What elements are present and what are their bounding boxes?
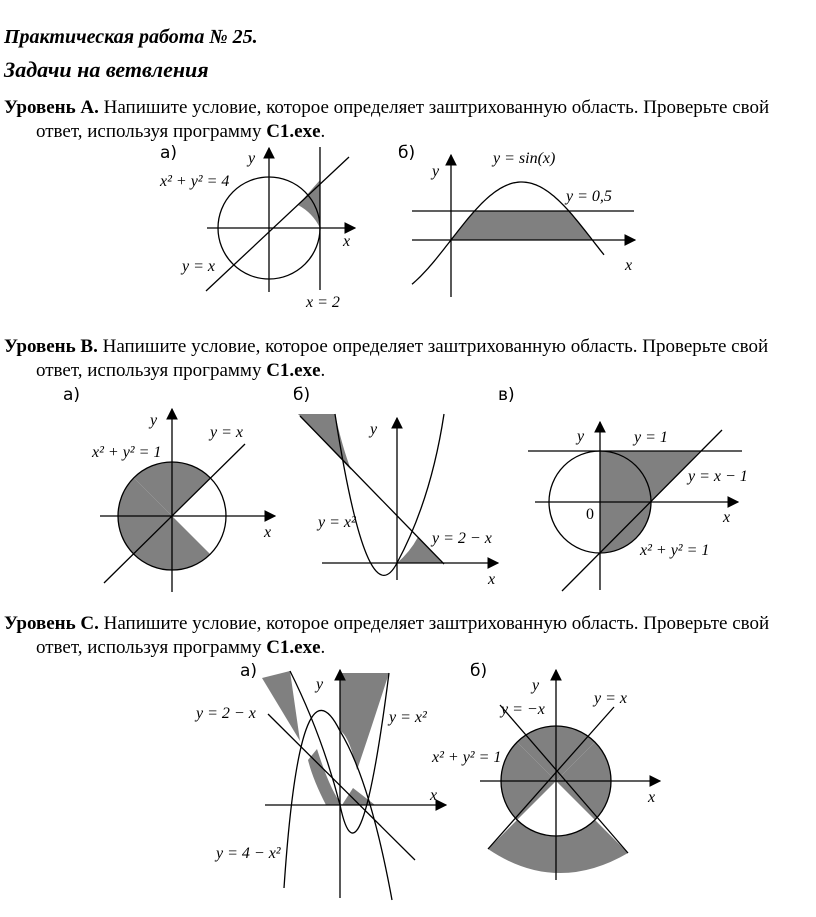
figure-label: а)	[63, 385, 81, 405]
figure-label: а)	[240, 661, 258, 681]
parabola-up-equation: y = x²	[389, 709, 427, 726]
shaded-region-left	[262, 671, 300, 741]
figure-label: а)	[160, 143, 178, 163]
figure-label: б)	[293, 385, 311, 405]
line-y-2-x	[300, 416, 444, 564]
level-a-program: C1.exe	[266, 121, 321, 142]
level-c-text: Напишите условие, которое определяет заштрихованную область. Проверьте свой	[98, 613, 770, 634]
vline-equation: x = 2	[306, 294, 340, 311]
level-b-program: C1.exe	[266, 360, 321, 381]
circle-equation: x² + y² = 4	[160, 173, 230, 190]
hline-equation: y = 0,5	[566, 188, 612, 205]
level-a-text2: ответ, используя программу	[36, 121, 267, 142]
y-axis-label: y	[316, 676, 324, 693]
figure-c-a	[194, 661, 446, 900]
y-axis-label: y	[248, 150, 256, 167]
line-equation: y = x	[210, 424, 243, 441]
figure-a-b	[398, 143, 635, 297]
x-axis-label: x	[488, 571, 496, 588]
level-c-label: Уровень C.	[4, 613, 99, 634]
figure-c-b	[431, 661, 660, 880]
sine-equation: y = sin(x)	[493, 150, 556, 167]
level-b-label: Уровень B.	[4, 336, 98, 357]
level-a-label: Уровень А.	[4, 97, 99, 118]
level-b-text2: ответ, используя программу	[36, 360, 267, 381]
parabola-down-equation: y = 4 − x²	[216, 845, 281, 862]
figure-b-b	[293, 385, 498, 588]
hline-equation: y = 1	[634, 429, 668, 446]
line-pos-equation: y = x	[594, 690, 627, 707]
x-axis-label: x	[430, 787, 438, 804]
circle-equation: x² + y² = 1	[92, 444, 162, 461]
origin-label: 0	[586, 506, 594, 523]
y-axis-label: y	[577, 428, 585, 445]
shaded-region-top	[340, 673, 389, 770]
x-axis-label: x	[723, 509, 731, 526]
x-axis-label: x	[625, 257, 633, 274]
shaded-region-mid	[308, 749, 342, 805]
parabola-equation: y = x²	[318, 514, 356, 531]
y-axis-label: y	[370, 421, 378, 438]
level-c-text2: ответ, используя программу	[36, 637, 267, 658]
figure-label: б)	[470, 661, 488, 681]
page-title: Практическая работа № 25.	[4, 26, 258, 48]
level-a-text: Напишите условие, которое определяет заштрихованную область. Проверьте свой	[98, 97, 770, 118]
x-axis-label: x	[264, 524, 272, 541]
y-axis-label: y	[150, 412, 158, 429]
circle-equation: x² + y² = 1	[640, 542, 710, 559]
x-axis-label: x	[343, 233, 351, 250]
x-axis-label: x	[648, 789, 656, 806]
figure-label: в)	[498, 385, 515, 405]
figure-label: б)	[398, 143, 416, 163]
shaded-region	[451, 211, 592, 240]
page-subtitle: Задачи на ветвления	[4, 57, 209, 82]
level-a-end: .	[320, 121, 326, 142]
figure-b-c	[498, 385, 748, 591]
line-y-2-x	[268, 714, 415, 860]
line-equation: y = x − 1	[688, 468, 748, 485]
figure-b-a	[63, 385, 275, 592]
line-neg-equation: y = −x	[501, 701, 545, 718]
line-equation: y = 2 − x	[196, 705, 256, 722]
y-axis-label: y	[532, 677, 540, 694]
figure-a-a	[159, 143, 355, 311]
circle-equation: x² + y² = 1	[432, 749, 502, 766]
level-b-text: Напишите условие, которое определяет заштрихованную область. Проверьте свой	[97, 336, 769, 357]
level-c-program: C1.exe	[266, 637, 321, 658]
level-c-end: .	[320, 637, 326, 658]
y-axis-label: y	[432, 163, 440, 180]
line-equation: y = x	[182, 258, 215, 275]
level-b-end: .	[320, 360, 326, 381]
line-equation: y = 2 − x	[432, 530, 492, 547]
